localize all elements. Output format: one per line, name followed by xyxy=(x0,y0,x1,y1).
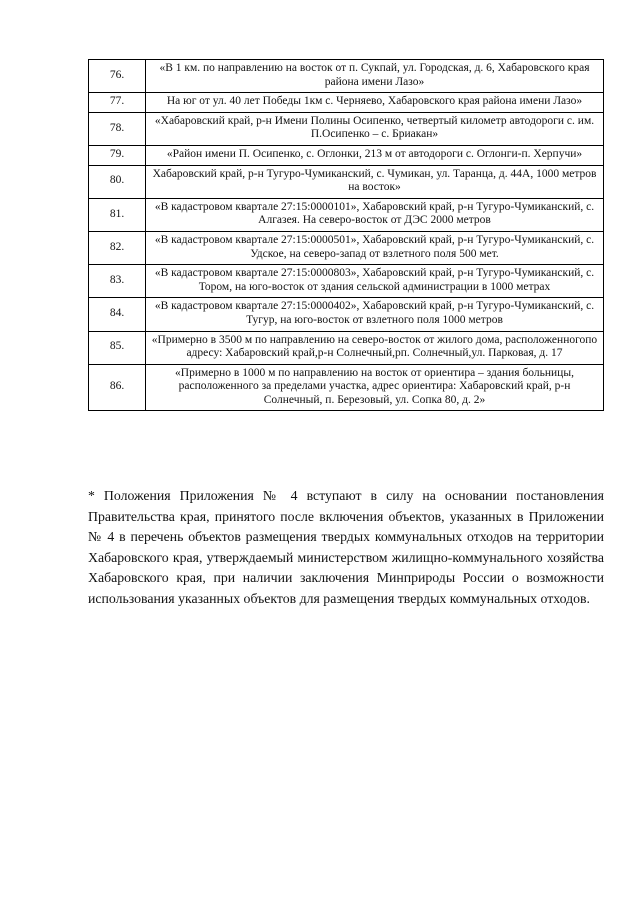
table-row xyxy=(89,231,604,264)
row-number: 80. xyxy=(89,165,146,198)
table-row xyxy=(89,60,604,93)
row-address: «В кадастровом квартале 27:15:0000803», Хабаровский край, р-н Тугуро-Чумиканский, с. Тором, на юго-восток от здания сельской администрации в 1000 метрах xyxy=(146,265,604,298)
table-row xyxy=(89,145,604,165)
row-address: «В кадастровом квартале 27:15:0000402», Хабаровский край, р-н Тугуро-Чумиканский, с. Тугур, на юго-восток от взлетного поля 1000 метров xyxy=(146,298,604,331)
row-number: 76. xyxy=(89,60,146,93)
row-address: «Хабаровский край, р-н Имени Полины Осипенко, четвертый километр автодороги с. им. П.Осипенко – с. Бриакан» xyxy=(146,112,604,145)
table-row xyxy=(89,165,604,198)
row-address: Хабаровский край, р-н Тугуро-Чумиканский, с. Чумикан, ул. Таранца, д. 44А, 1000 метров на восток» xyxy=(146,165,604,198)
row-address: «Примерно в 1000 м по направлению на восток от ориентира – здания больницы, расположенного за пределами участка, адрес ориентира: Хабаровский край, р-н Солнечный, п. Березовый, ул. Сопка 80, д. 2» xyxy=(146,364,604,411)
objects-table xyxy=(88,59,604,411)
table-row xyxy=(89,331,604,364)
row-address: «Примерно в 3500 м по направлению на северо-восток от жилого дома, расположенногопо адресу: Хабаровский край,р-н Солнечный,рп. Солнечный,ул. Парковая, д. 17 xyxy=(146,331,604,364)
row-number: 79. xyxy=(89,145,146,165)
row-number: 77. xyxy=(89,93,146,113)
table-row xyxy=(89,112,604,145)
row-address: «В кадастровом квартале 27:15:0000501», Хабаровский край, р-н Тугуро-Чумиканский, с. Удское, на северо-запад от взлетного поля 500 мет. xyxy=(146,231,604,264)
row-number: 85. xyxy=(89,331,146,364)
row-number: 83. xyxy=(89,265,146,298)
footnote-paragraph: * Положения Приложения № 4 вступают в силу на основании постановления Правительства края, принятого после включения объектов, указанных в Приложении № 4 в перечень объектов размещения твердых коммунальных отходов на территории Хабаровского края, утверждаемый министерством жилищно-коммунального хозяйства Хабаровского края, при наличии заключения Минприроды России о возможности использования указанных объектов для размещения твердых коммунальных отходов. xyxy=(88,488,604,606)
table-row xyxy=(89,93,604,113)
table-row xyxy=(89,265,604,298)
row-number: 81. xyxy=(89,198,146,231)
table-row xyxy=(89,364,604,411)
table-row xyxy=(89,298,604,331)
row-number: 82. xyxy=(89,231,146,264)
row-address: На юг от ул. 40 лет Победы 1км с. Черняево, Хабаровского края района имени Лазо» xyxy=(146,93,604,113)
row-number: 84. xyxy=(89,298,146,331)
row-address: «В 1 км. по направлению на восток от п. Сукпай, ул. Городская, д. 6, Хабаровского края района имени Лазо» xyxy=(146,60,604,93)
row-address: «В кадастровом квартале 27:15:0000101», Хабаровский край, р-н Тугуро-Чумиканский, с. Алгазея. На северо-восток от ДЭС 2000 метров xyxy=(146,198,604,231)
row-address: «Район имени П. Осипенко, с. Оглонки, 213 м от автодороги с. Оглонги-п. Херпучи» xyxy=(146,145,604,165)
table-row xyxy=(89,198,604,231)
row-number: 86. xyxy=(89,364,146,411)
row-number: 78. xyxy=(89,112,146,145)
